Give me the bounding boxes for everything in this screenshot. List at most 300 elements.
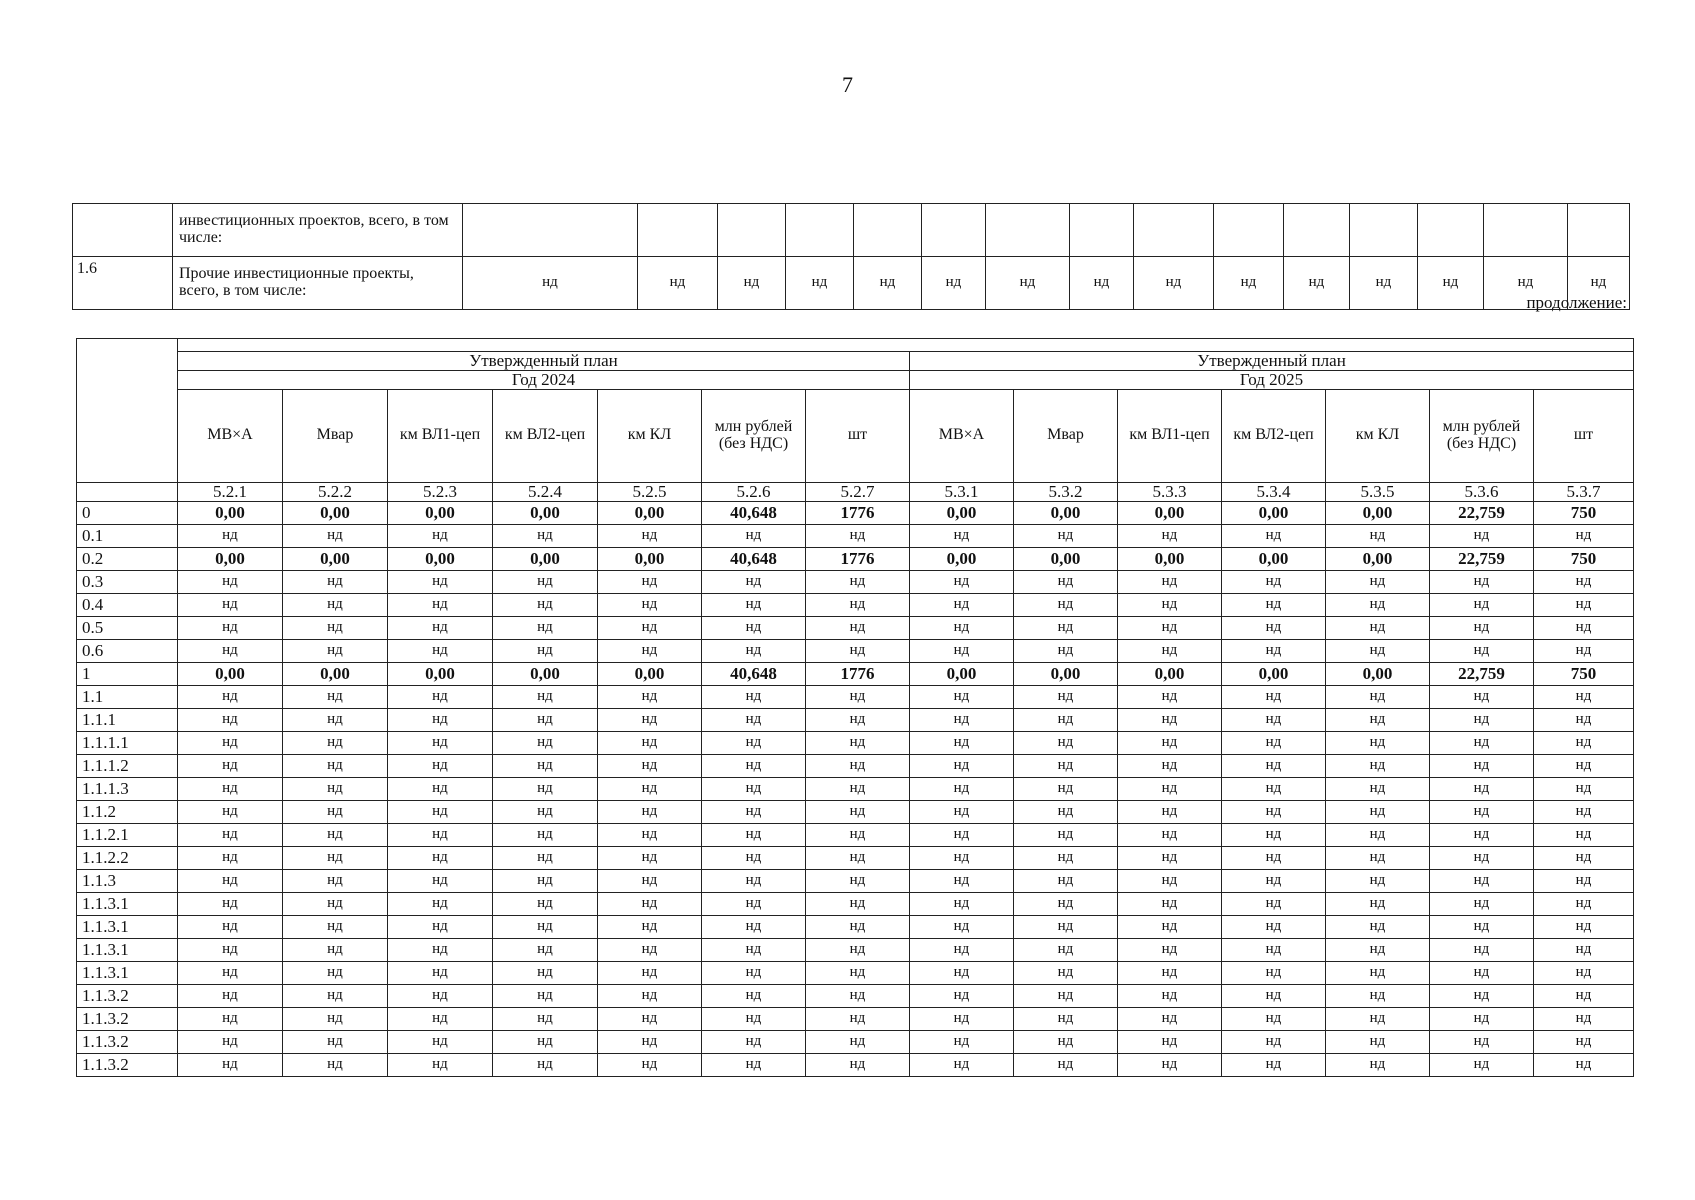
table-cell: нд bbox=[1326, 938, 1430, 961]
table-cell: нд bbox=[910, 570, 1014, 593]
table-cell: 0,00 bbox=[1118, 501, 1222, 524]
table-cell: нд bbox=[493, 800, 598, 823]
table-cell: нд bbox=[388, 938, 493, 961]
row-code: 1.1.2.1 bbox=[77, 823, 178, 846]
table-cell: нд bbox=[1326, 708, 1430, 731]
table-cell: нд bbox=[910, 685, 1014, 708]
table-cell: нд bbox=[806, 984, 910, 1007]
table-cell: нд bbox=[1326, 639, 1430, 662]
table-cell: нд bbox=[910, 1053, 1014, 1076]
table-cell bbox=[1418, 204, 1484, 257]
row-code: 0.5 bbox=[77, 616, 178, 639]
table-cell: нд bbox=[283, 639, 388, 662]
table-cell: нд bbox=[388, 800, 493, 823]
table-cell bbox=[1284, 204, 1350, 257]
table-cell: нд bbox=[1326, 846, 1430, 869]
table-cell: нд bbox=[283, 892, 388, 915]
table-cell: 0,00 bbox=[178, 501, 283, 524]
table-cell: нд bbox=[1534, 685, 1634, 708]
row-code: 1.1.1.1 bbox=[77, 731, 178, 754]
unit-header: км КЛ bbox=[598, 389, 702, 482]
table-cell bbox=[463, 204, 638, 257]
table-cell: нд bbox=[1534, 593, 1634, 616]
table-cell: нд bbox=[1014, 639, 1118, 662]
table-cell: нд bbox=[1014, 984, 1118, 1007]
table-cell: нд bbox=[598, 616, 702, 639]
table-row bbox=[77, 777, 1634, 800]
table-cell: нд bbox=[1534, 961, 1634, 984]
row-code: 0.4 bbox=[77, 593, 178, 616]
table-cell: нд bbox=[922, 257, 986, 310]
table-cell: 0,00 bbox=[598, 547, 702, 570]
continuation-label: продолжение: bbox=[1526, 293, 1627, 312]
table-cell: нд bbox=[1534, 731, 1634, 754]
table-cell: нд bbox=[1014, 961, 1118, 984]
main-table bbox=[76, 338, 1634, 1077]
table-cell: нд bbox=[493, 685, 598, 708]
table-cell: нд bbox=[1222, 984, 1326, 1007]
table-cell: нд bbox=[702, 1030, 806, 1053]
table-cell: нд bbox=[1118, 892, 1222, 915]
table-cell: нд bbox=[1118, 869, 1222, 892]
table-cell: 0,00 bbox=[1222, 547, 1326, 570]
table-row bbox=[77, 731, 1634, 754]
table-cell: нд bbox=[1326, 869, 1430, 892]
table-cell: нд bbox=[598, 524, 702, 547]
unit-header: млн рублей (без НДС) bbox=[702, 389, 806, 482]
table-cell: нд bbox=[598, 869, 702, 892]
table-cell: нд bbox=[493, 777, 598, 800]
table-cell: 0,00 bbox=[388, 501, 493, 524]
table-cell: нд bbox=[1326, 961, 1430, 984]
column-index: 5.2.5 bbox=[598, 482, 702, 501]
table-cell: нд bbox=[702, 777, 806, 800]
table-cell: нд bbox=[806, 616, 910, 639]
table-cell: нд bbox=[1118, 1007, 1222, 1030]
table-cell: нд bbox=[702, 593, 806, 616]
table-row bbox=[77, 616, 1634, 639]
table-row bbox=[77, 685, 1634, 708]
table-cell: 22,759 bbox=[1430, 662, 1534, 685]
table-cell: нд bbox=[598, 777, 702, 800]
table-cell: нд bbox=[702, 800, 806, 823]
table-cell: нд bbox=[806, 1007, 910, 1030]
table-cell: нд bbox=[388, 593, 493, 616]
top-table bbox=[72, 203, 1630, 310]
table-cell: нд bbox=[1014, 892, 1118, 915]
table-cell: нд bbox=[178, 984, 283, 1007]
row-code: 1.1.3.1 bbox=[77, 892, 178, 915]
table-cell: нд bbox=[910, 892, 1014, 915]
table-cell: нд bbox=[806, 731, 910, 754]
table-cell: 750 bbox=[1534, 662, 1634, 685]
table-row bbox=[77, 1030, 1634, 1053]
table-cell: нд bbox=[1430, 524, 1534, 547]
table-cell: нд bbox=[1326, 593, 1430, 616]
table-cell: 0,00 bbox=[910, 547, 1014, 570]
table-cell: нд bbox=[493, 639, 598, 662]
table-cell: нд bbox=[1534, 639, 1634, 662]
table-cell: нд bbox=[910, 938, 1014, 961]
table-cell: нд bbox=[1326, 892, 1430, 915]
table-cell: 0,00 bbox=[283, 547, 388, 570]
table-cell: нд bbox=[1134, 257, 1214, 310]
table-cell: нд bbox=[283, 524, 388, 547]
table-cell: нд bbox=[1326, 915, 1430, 938]
table-cell: 0,00 bbox=[493, 662, 598, 685]
table-cell: 0,00 bbox=[388, 662, 493, 685]
table-cell: нд bbox=[463, 257, 638, 310]
table-cell: нд bbox=[1534, 1053, 1634, 1076]
unit-header: км КЛ bbox=[1326, 389, 1430, 482]
table-cell: нд bbox=[283, 961, 388, 984]
table-cell: нд bbox=[1014, 731, 1118, 754]
table-cell: нд bbox=[702, 616, 806, 639]
table-cell: нд bbox=[1534, 915, 1634, 938]
table-cell: нд bbox=[1222, 1053, 1326, 1076]
table-cell: нд bbox=[1118, 823, 1222, 846]
column-index: 5.2.4 bbox=[493, 482, 598, 501]
table-cell: нд bbox=[178, 616, 283, 639]
table-cell: нд bbox=[178, 754, 283, 777]
table-cell: нд bbox=[1534, 524, 1634, 547]
table-cell: нд bbox=[1118, 731, 1222, 754]
table-cell: нд bbox=[806, 846, 910, 869]
table-cell: нд bbox=[1534, 823, 1634, 846]
table-cell: нд bbox=[986, 257, 1070, 310]
table-cell: нд bbox=[493, 846, 598, 869]
table-cell: нд bbox=[1222, 593, 1326, 616]
table-cell: нд bbox=[283, 869, 388, 892]
table-cell: нд bbox=[283, 593, 388, 616]
table-cell: нд bbox=[806, 570, 910, 593]
table-cell: нд bbox=[1118, 846, 1222, 869]
row-code: 1.1.3.2 bbox=[77, 1030, 178, 1053]
table-cell bbox=[854, 204, 922, 257]
table-cell: нд bbox=[283, 708, 388, 731]
row-code: 1.1.1 bbox=[77, 708, 178, 731]
table-cell: нд bbox=[1222, 800, 1326, 823]
table-cell: нд bbox=[388, 754, 493, 777]
column-index: 5.3.7 bbox=[1534, 482, 1634, 501]
table-cell: нд bbox=[178, 1007, 283, 1030]
table-cell: нд bbox=[702, 823, 806, 846]
table-cell: нд bbox=[1222, 639, 1326, 662]
table-cell: нд bbox=[910, 915, 1014, 938]
table-cell: 40,648 bbox=[702, 501, 806, 524]
table-cell: нд bbox=[910, 639, 1014, 662]
table-cell: нд bbox=[702, 570, 806, 593]
column-index: 5.3.5 bbox=[1326, 482, 1430, 501]
column-index: 5.3.6 bbox=[1430, 482, 1534, 501]
table-cell: нд bbox=[702, 754, 806, 777]
table-cell: нд bbox=[910, 731, 1014, 754]
table-row bbox=[77, 800, 1634, 823]
table-cell: нд bbox=[1430, 593, 1534, 616]
table-cell: нд bbox=[388, 777, 493, 800]
table-cell: нд bbox=[178, 777, 283, 800]
table-cell: нд bbox=[806, 915, 910, 938]
table-cell: нд bbox=[1014, 869, 1118, 892]
table-cell: нд bbox=[283, 731, 388, 754]
table-cell: нд bbox=[806, 777, 910, 800]
table-cell: нд bbox=[1014, 1053, 1118, 1076]
table-cell: нд bbox=[1326, 685, 1430, 708]
corner-cell bbox=[77, 339, 178, 483]
table-cell: нд bbox=[1326, 823, 1430, 846]
table-cell: нд bbox=[1222, 846, 1326, 869]
table-cell: 0,00 bbox=[1118, 547, 1222, 570]
table-cell: нд bbox=[598, 593, 702, 616]
table-cell: нд bbox=[1222, 938, 1326, 961]
table-cell: нд bbox=[388, 616, 493, 639]
table-cell: нд bbox=[1326, 1007, 1430, 1030]
table-cell: нд bbox=[493, 938, 598, 961]
row-description: Прочие инвестиционные проекты, всего, в том числе: bbox=[173, 257, 463, 310]
table-cell: нд bbox=[388, 731, 493, 754]
table-cell: нд bbox=[702, 869, 806, 892]
unit-header: км ВЛ1-цеп bbox=[388, 389, 493, 482]
table-cell: нд bbox=[1484, 257, 1568, 310]
table-cell: нд bbox=[910, 754, 1014, 777]
table-cell: нд bbox=[1014, 800, 1118, 823]
table-cell: нд bbox=[910, 846, 1014, 869]
page-number: 7 bbox=[842, 72, 853, 97]
table-cell: нд bbox=[283, 846, 388, 869]
table-cell: нд bbox=[388, 639, 493, 662]
table-cell: нд bbox=[806, 639, 910, 662]
table-cell: нд bbox=[178, 639, 283, 662]
table-cell: нд bbox=[702, 639, 806, 662]
table-cell: 0,00 bbox=[283, 662, 388, 685]
table-cell: нд bbox=[1118, 938, 1222, 961]
table-cell: нд bbox=[1534, 892, 1634, 915]
unit-header: км ВЛ2-цеп bbox=[1222, 389, 1326, 482]
table-cell: 1776 bbox=[806, 662, 910, 685]
table-cell: нд bbox=[178, 938, 283, 961]
table-cell: нд bbox=[388, 869, 493, 892]
table-cell: нд bbox=[178, 846, 283, 869]
table-cell: 0,00 bbox=[1222, 662, 1326, 685]
table-cell: нд bbox=[1534, 777, 1634, 800]
table-cell: нд bbox=[598, 731, 702, 754]
table-row bbox=[77, 938, 1634, 961]
table-cell: 0,00 bbox=[1222, 501, 1326, 524]
table-cell: нд bbox=[806, 524, 910, 547]
table-cell: нд bbox=[1222, 731, 1326, 754]
table-cell: нд bbox=[1326, 570, 1430, 593]
table-row bbox=[77, 547, 1634, 570]
table-cell: нд bbox=[1326, 800, 1430, 823]
row-code: 1.1.2.2 bbox=[77, 846, 178, 869]
table-cell: нд bbox=[1222, 570, 1326, 593]
table-cell: нд bbox=[806, 593, 910, 616]
table-cell: нд bbox=[1118, 961, 1222, 984]
table-cell: нд bbox=[493, 754, 598, 777]
table-cell: нд bbox=[1430, 754, 1534, 777]
table-cell: 750 bbox=[1534, 547, 1634, 570]
column-index: 5.3.4 bbox=[1222, 482, 1326, 501]
table-cell: нд bbox=[283, 616, 388, 639]
table-cell: 0,00 bbox=[493, 547, 598, 570]
table-cell: нд bbox=[1430, 685, 1534, 708]
table-cell: нд bbox=[178, 892, 283, 915]
table-cell: нд bbox=[702, 685, 806, 708]
table-cell: нд bbox=[493, 915, 598, 938]
table-cell: нд bbox=[1014, 616, 1118, 639]
table-cell: нд bbox=[178, 685, 283, 708]
table-cell: нд bbox=[702, 1007, 806, 1030]
table-cell bbox=[1214, 204, 1284, 257]
row-code: 1.1.1.3 bbox=[77, 777, 178, 800]
table-cell: нд bbox=[598, 754, 702, 777]
table-cell: нд bbox=[493, 1053, 598, 1076]
table-cell: нд bbox=[388, 892, 493, 915]
group-2025-title: Утвержденный план bbox=[910, 352, 1634, 371]
table-cell: нд bbox=[388, 846, 493, 869]
table-cell: нд bbox=[493, 731, 598, 754]
table-cell: нд bbox=[1326, 731, 1430, 754]
table-cell: 0,00 bbox=[910, 662, 1014, 685]
table-cell: нд bbox=[178, 869, 283, 892]
table-cell: нд bbox=[1430, 1053, 1534, 1076]
table-cell: нд bbox=[702, 731, 806, 754]
table-row bbox=[77, 984, 1634, 1007]
table-cell: нд bbox=[806, 938, 910, 961]
table-cell: нд bbox=[178, 823, 283, 846]
table-cell: нд bbox=[598, 984, 702, 1007]
table-cell: нд bbox=[1118, 777, 1222, 800]
table-cell: нд bbox=[1118, 800, 1222, 823]
table-cell bbox=[718, 204, 786, 257]
table-cell: нд bbox=[388, 685, 493, 708]
table-cell: нд bbox=[493, 984, 598, 1007]
table-cell: нд bbox=[702, 846, 806, 869]
table-cell: нд bbox=[493, 892, 598, 915]
index-corner-cell bbox=[77, 482, 178, 501]
table-cell: 1776 bbox=[806, 501, 910, 524]
table-cell: 0,00 bbox=[178, 662, 283, 685]
group-2024-title: Утвержденный план bbox=[178, 352, 910, 371]
table-cell: нд bbox=[1014, 685, 1118, 708]
column-index: 5.2.6 bbox=[702, 482, 806, 501]
table-cell: нд bbox=[388, 1053, 493, 1076]
table-cell: 0,00 bbox=[178, 547, 283, 570]
table-cell: нд bbox=[178, 570, 283, 593]
table-cell: нд bbox=[1326, 616, 1430, 639]
table-cell: нд bbox=[910, 708, 1014, 731]
table-cell: нд bbox=[1222, 823, 1326, 846]
column-index: 5.3.2 bbox=[1014, 482, 1118, 501]
table-cell: 0,00 bbox=[1118, 662, 1222, 685]
table-row bbox=[77, 1053, 1634, 1076]
table-cell: нд bbox=[283, 685, 388, 708]
table-cell: 22,759 bbox=[1430, 547, 1534, 570]
table-cell: нд bbox=[493, 1030, 598, 1053]
table-cell: 40,648 bbox=[702, 547, 806, 570]
table-cell: нд bbox=[283, 823, 388, 846]
table-cell: нд bbox=[1118, 570, 1222, 593]
table-row bbox=[77, 823, 1634, 846]
table-cell: нд bbox=[1430, 846, 1534, 869]
table-cell: нд bbox=[1430, 1030, 1534, 1053]
top-spacer-cell bbox=[178, 339, 1634, 352]
group-2025-year: Год 2025 bbox=[910, 370, 1634, 389]
table-row bbox=[77, 1007, 1634, 1030]
table-cell: 0,00 bbox=[910, 501, 1014, 524]
table-cell: нд bbox=[283, 1030, 388, 1053]
table-cell: нд bbox=[1222, 616, 1326, 639]
table-cell: нд bbox=[388, 1007, 493, 1030]
table-cell: нд bbox=[178, 593, 283, 616]
table-cell: нд bbox=[1534, 616, 1634, 639]
table-cell: нд bbox=[1430, 961, 1534, 984]
table-cell: нд bbox=[1014, 823, 1118, 846]
table-cell: нд bbox=[1326, 984, 1430, 1007]
unit-header: млн рублей (без НДС) bbox=[1430, 389, 1534, 482]
table-row bbox=[77, 892, 1634, 915]
table-cell: нд bbox=[283, 570, 388, 593]
table-cell: нд bbox=[1014, 1007, 1118, 1030]
table-cell: нд bbox=[598, 800, 702, 823]
table-cell: нд bbox=[598, 892, 702, 915]
table-cell: нд bbox=[283, 1053, 388, 1076]
table-cell: нд bbox=[1568, 257, 1630, 310]
table-cell: нд bbox=[283, 1007, 388, 1030]
table-cell: нд bbox=[1118, 754, 1222, 777]
table-cell: нд bbox=[638, 257, 718, 310]
row-code bbox=[73, 204, 173, 257]
table-cell: нд bbox=[1418, 257, 1484, 310]
table-row bbox=[77, 961, 1634, 984]
table-cell: нд bbox=[1014, 846, 1118, 869]
table-cell bbox=[922, 204, 986, 257]
column-index: 5.2.3 bbox=[388, 482, 493, 501]
table-cell bbox=[986, 204, 1070, 257]
table-row bbox=[77, 639, 1634, 662]
table-cell: нд bbox=[283, 777, 388, 800]
table-cell: нд bbox=[283, 938, 388, 961]
table-cell: нд bbox=[786, 257, 854, 310]
group-2024-year: Год 2024 bbox=[178, 370, 910, 389]
table-cell: 750 bbox=[1534, 501, 1634, 524]
table-cell: нд bbox=[806, 1030, 910, 1053]
table-cell: нд bbox=[806, 823, 910, 846]
table-cell: нд bbox=[1118, 1030, 1222, 1053]
table-cell: нд bbox=[1118, 685, 1222, 708]
table-cell: нд bbox=[1430, 800, 1534, 823]
top-table-row bbox=[73, 257, 1630, 310]
table-cell: нд bbox=[1222, 915, 1326, 938]
table-cell: нд bbox=[1222, 961, 1326, 984]
row-code: 1.1.3.2 bbox=[77, 1007, 178, 1030]
table-cell: нд bbox=[388, 915, 493, 938]
table-cell: нд bbox=[1014, 1030, 1118, 1053]
row-code: 1 bbox=[77, 662, 178, 685]
table-cell: нд bbox=[854, 257, 922, 310]
table-cell: нд bbox=[1534, 938, 1634, 961]
row-code: 1.1 bbox=[77, 685, 178, 708]
table-cell: нд bbox=[806, 685, 910, 708]
table-cell: нд bbox=[1326, 777, 1430, 800]
table-cell: нд bbox=[1222, 754, 1326, 777]
table-cell: нд bbox=[910, 961, 1014, 984]
table-cell: нд bbox=[806, 961, 910, 984]
table-cell: нд bbox=[598, 846, 702, 869]
unit-header: Мвар bbox=[1014, 389, 1118, 482]
table-cell: нд bbox=[1430, 915, 1534, 938]
unit-header: шт bbox=[806, 389, 910, 482]
